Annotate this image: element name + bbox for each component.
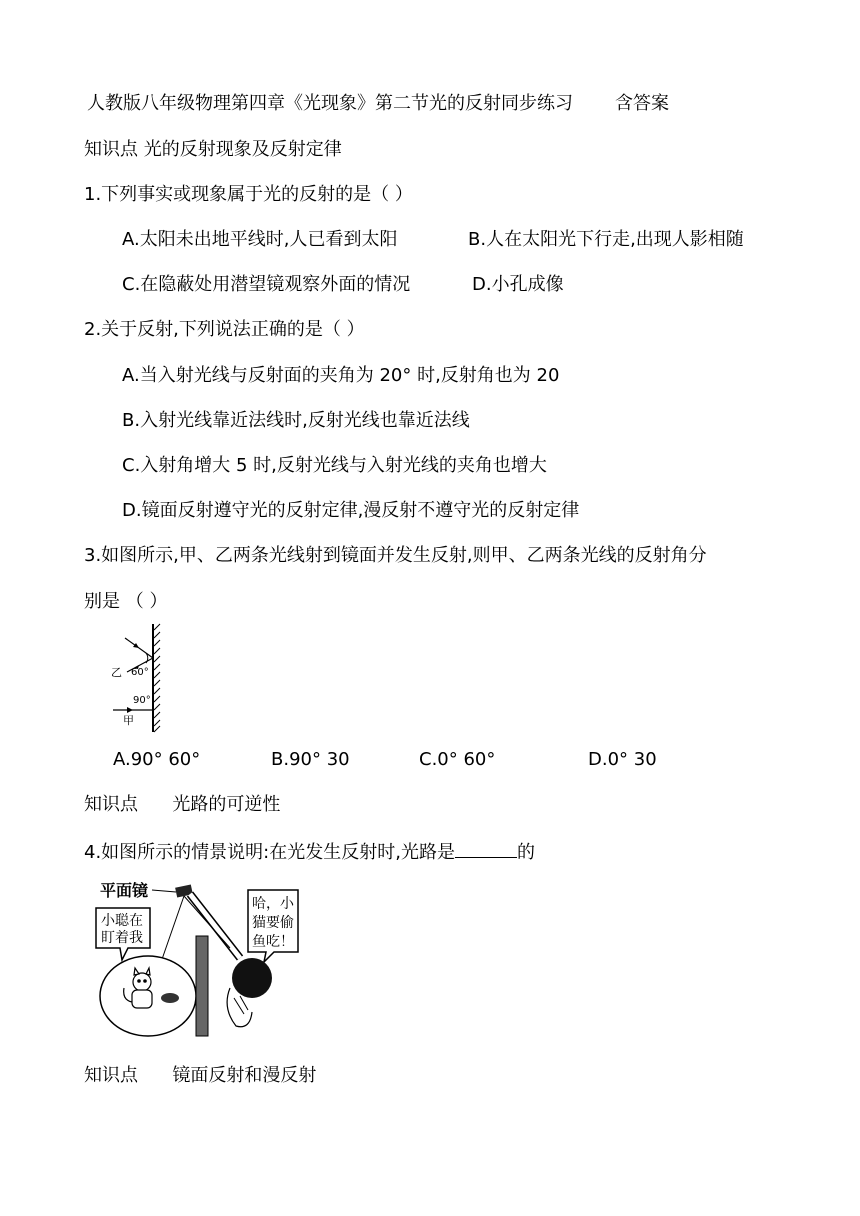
section-heading-specular-diffuse: 知识点 镜面反射和漫反射 (84, 1065, 317, 1086)
question-4-stem (84, 839, 535, 865)
bubble-right-line-3: 鱼吃！ (252, 934, 294, 950)
bubble-left-line-1: 小聪在 (101, 913, 143, 929)
question-2-option-c: C.入射角增大 5 时,反射光线与入射光线的夹角也增大 (122, 455, 547, 476)
question-2-option-b: B.入射光线靠近法线时,反射光线也靠近法线 (122, 410, 470, 431)
answer-blank[interactable] (455, 839, 517, 858)
title-suffix: 含答案 (615, 93, 669, 114)
mirror-label: 平面镜 (100, 881, 149, 900)
angle-90-label: 90° (133, 695, 151, 706)
question-3-option-d: D.0° 30 (588, 749, 657, 770)
ray-yi-label: 乙 (111, 666, 122, 679)
question-1-option-d: D.小孔成像 (472, 274, 564, 295)
question-3-option-a: A.90° 60° (113, 749, 201, 770)
section-heading-reflection-law: 知识点 光的反射现象及反射定律 (84, 139, 342, 160)
page-title (87, 92, 669, 116)
cat-mirror-cartoon-figure (90, 878, 330, 1038)
question-3-stem-line-1: 3.如图所示,甲、乙两条光线射到镜面并发生反射,则甲、乙两条光线的反射角分 (84, 545, 707, 566)
bubble-right-line-1: 哈，小 (252, 896, 294, 912)
question-1-stem: 1.下列事实或现象属于光的反射的是（ ） (84, 184, 413, 205)
title-text: 人教版八年级物理第四章《光现象》第二节光的反射同步练习 (87, 93, 573, 114)
fish-icon (161, 993, 179, 1003)
question-1-option-a: A.太阳未出地平线时,人已看到太阳 (122, 229, 398, 250)
boy-icon (227, 958, 272, 1027)
angle-60-label: 60° (131, 667, 149, 678)
question-4-stem-after: 的 (516, 842, 535, 863)
question-3-stem-line-2: 别是 （ ） (84, 591, 168, 612)
question-2-option-a: A.当入射光线与反射面的夹角为 20° 时,反射角也为 20 (122, 365, 560, 386)
question-1-option-b: B.人在太阳光下行走,出现人影相随 (468, 229, 744, 250)
question-4-stem-before: 4.如图所示的情景说明:在光发生反射时,光路是 (84, 842, 455, 863)
wall-icon (196, 936, 208, 1036)
question-2-option-d: D.镜面反射遵守光的反射定律,漫反射不遵守光的反射定律 (122, 500, 580, 521)
mirror-reflection-figure (105, 620, 185, 736)
ray-jia-label: 甲 (123, 714, 134, 727)
bubble-right-line-2: 猫要偷 (252, 915, 294, 931)
section-heading-reversibility: 知识点 光路的可逆性 (84, 794, 281, 815)
question-2-stem: 2.关于反射,下列说法正确的是（ ） (84, 319, 365, 340)
question-3-option-c: C.0° 60° (419, 749, 496, 770)
question-3-option-b: B.90° 30 (271, 749, 350, 770)
question-1-option-c: C.在隐蔽处用潜望镜观察外面的情况 (122, 274, 411, 295)
bubble-left-line-2: 盯着我 (101, 930, 143, 946)
